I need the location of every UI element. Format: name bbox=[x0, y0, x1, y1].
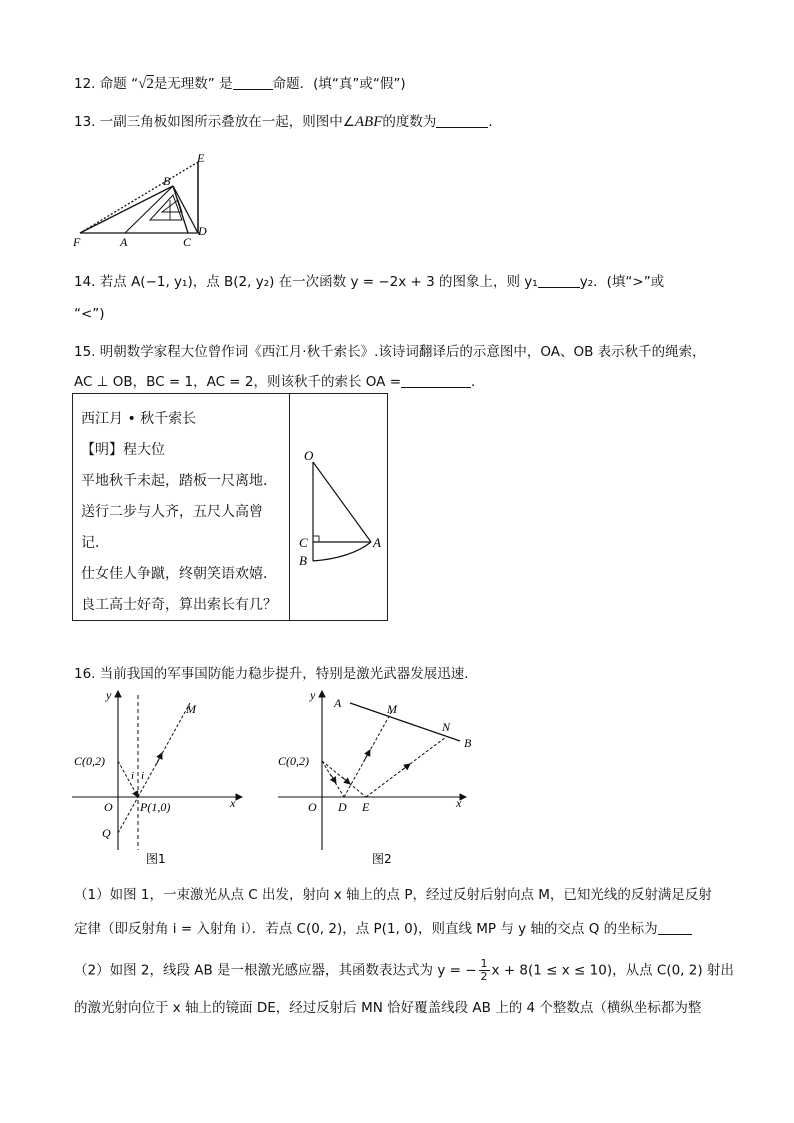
q12-text-pre: 命题 “ bbox=[99, 76, 139, 92]
q13-figure bbox=[70, 150, 220, 250]
sqrt-symbol: √2 bbox=[138, 76, 154, 92]
q12-blank bbox=[233, 75, 273, 90]
q15-end: ． bbox=[471, 374, 485, 390]
label-c: C bbox=[299, 535, 308, 550]
poem-column bbox=[73, 394, 290, 620]
label-c: C(0,2) bbox=[74, 754, 105, 768]
q14-line2-text: “<”) bbox=[74, 306, 105, 322]
label-m: M bbox=[186, 702, 196, 716]
ray-ce-arrow bbox=[342, 777, 350, 784]
label-q: Q bbox=[102, 826, 111, 840]
poem-line-5: 良工高士好奇，算出索长有几？ bbox=[81, 597, 277, 613]
arc-ab bbox=[313, 542, 371, 561]
q15-line1 bbox=[74, 340, 706, 360]
label-o: O bbox=[104, 800, 113, 814]
ray-dm-arrow bbox=[364, 750, 370, 761]
q15-blank bbox=[401, 373, 471, 388]
label-a: A bbox=[373, 535, 381, 550]
poem-author: 【明】程大位 bbox=[81, 442, 165, 458]
rope-oa bbox=[313, 462, 371, 542]
q16-part1-line1 bbox=[74, 883, 712, 903]
q15-text2: AC ⊥ OB，BC = 1，AC = 2，则该秋千的索长 OA = bbox=[74, 374, 402, 390]
ray-cd-arrow bbox=[331, 775, 336, 783]
q16-part1-blank bbox=[658, 920, 692, 935]
swing-figure bbox=[291, 394, 387, 620]
poem-line-4: 仕女佳人争蹴，终朝笑语欢嬉． bbox=[81, 566, 277, 582]
ray-pm bbox=[138, 703, 190, 797]
line-fe-dotted bbox=[80, 162, 198, 233]
q12-text-post: 是无理数” 是 bbox=[153, 76, 233, 92]
label-y: y bbox=[310, 688, 316, 702]
label-a: A bbox=[120, 235, 128, 249]
q14-text: 若点 A(−1, y₁)，点 B(2, y₂) 在一次函数 y = −2x + 3 的图象上，则 y₁ bbox=[99, 274, 538, 290]
q16-part1-text2: 定律（即反射角 i = 入射角 i）．若点 C(0, 2)，点 P(1, 0)，则直线 MP 与 y 轴的交点 Q 的坐标为 bbox=[74, 921, 658, 937]
q14-line2 bbox=[74, 306, 105, 322]
q16-figure-2 bbox=[276, 685, 476, 870]
label-c: C bbox=[183, 235, 192, 249]
q14-mid: y₂．(填“>”或 bbox=[579, 274, 665, 290]
poem-line-2: 送行二步与人齐，五尺人高曾 bbox=[81, 504, 263, 520]
label-c: C(0,2) bbox=[278, 754, 309, 768]
q16-part1-text1: （1）如图 1，一束激光从点 C 出发，射向 x 轴上的点 P，经过反射后射向点 M，已知光线的反射满足反射 bbox=[74, 887, 712, 903]
q12-line bbox=[74, 72, 406, 93]
ray-cp bbox=[118, 761, 138, 797]
poem-line-1: 平地秋千未起，踏板一尺离地． bbox=[81, 473, 277, 489]
q16-part2-line1 bbox=[74, 958, 734, 983]
q13-tail: 的度数为 bbox=[382, 114, 437, 130]
label-e: E bbox=[197, 151, 205, 165]
q16-figure-1 bbox=[70, 685, 250, 870]
q14-line1 bbox=[74, 270, 664, 290]
q15-line2 bbox=[74, 370, 485, 390]
label-b: B bbox=[299, 553, 307, 568]
label-e: E bbox=[362, 800, 370, 814]
q14-number: 14. bbox=[74, 274, 96, 290]
q15-number: 15. bbox=[74, 344, 96, 360]
label-y: y bbox=[106, 688, 112, 702]
q13-blank bbox=[436, 113, 488, 128]
label-o: O bbox=[308, 800, 317, 814]
label-p: P(1,0) bbox=[140, 800, 171, 814]
q16-number: 16. bbox=[74, 666, 96, 682]
poem-title: 西江月 • 秋千索长 bbox=[81, 411, 197, 427]
label-i-right: i bbox=[141, 770, 145, 782]
q12-number: 12. bbox=[74, 76, 96, 92]
ray-en-arrow bbox=[402, 764, 410, 770]
label-o: O bbox=[304, 448, 314, 463]
q16-part2-text1a: （2）如图 2，线段 AB 是一根激光感应器，其函数表达式为 y = − bbox=[74, 962, 477, 979]
label-d: D bbox=[338, 800, 347, 814]
ray-qp bbox=[118, 797, 138, 833]
label-x: x bbox=[456, 796, 462, 810]
label-b: B bbox=[464, 736, 472, 750]
label-n: N bbox=[442, 720, 451, 734]
q13-number: 13. bbox=[74, 114, 96, 130]
q13-text: 一副三角板如图所示叠放在一起，则图中∠ bbox=[99, 114, 355, 130]
label-x: x bbox=[230, 796, 236, 810]
label-m: M bbox=[387, 702, 397, 716]
poem-line-3: 记． bbox=[81, 535, 109, 551]
poem-table bbox=[72, 393, 388, 621]
q16-part2-line2 bbox=[74, 996, 701, 1016]
q16-part2-text1b: x + 8(1 ≤ x ≤ 10)，从点 C(0, 2) 射出 bbox=[491, 962, 734, 979]
label-b: B bbox=[163, 174, 171, 188]
q13-line bbox=[74, 110, 502, 131]
q13-angle: ABF bbox=[354, 114, 383, 130]
fraction: $\frac{1}{2}$ bbox=[480, 957, 488, 983]
ray-arrow bbox=[156, 753, 162, 765]
right-angle-mark bbox=[313, 536, 319, 542]
caption-1: 图1 bbox=[146, 852, 166, 866]
label-i-left: i bbox=[131, 770, 135, 782]
q14-blank bbox=[538, 273, 580, 288]
q12-tail: 命题．(填“真”或“假”) bbox=[272, 76, 406, 92]
q16-part2-text2: 的激光射向位于 x 轴上的镜面 DE，经过反射后 MN 恰好覆盖线段 AB 上的 4 个整数点（横纵坐标都为整 bbox=[74, 1000, 702, 1016]
q15-text1: 明朝数学家程大位曾作词《西江月·秋千索长》.该诗词翻译后的示意图中，OA、OB 表示秋千的绳索， bbox=[99, 344, 706, 360]
q13-end: ． bbox=[488, 114, 502, 130]
q16-part1-line2 bbox=[74, 917, 692, 937]
label-d: D bbox=[198, 224, 207, 238]
caption-2: 图2 bbox=[372, 852, 392, 866]
label-a: A bbox=[334, 696, 342, 710]
label-f: F bbox=[73, 235, 81, 249]
q16-intro: 当前我国的军事国防能力稳步提升，特别是激光武器发展迅速． bbox=[99, 666, 478, 682]
q16-line bbox=[74, 662, 478, 682]
